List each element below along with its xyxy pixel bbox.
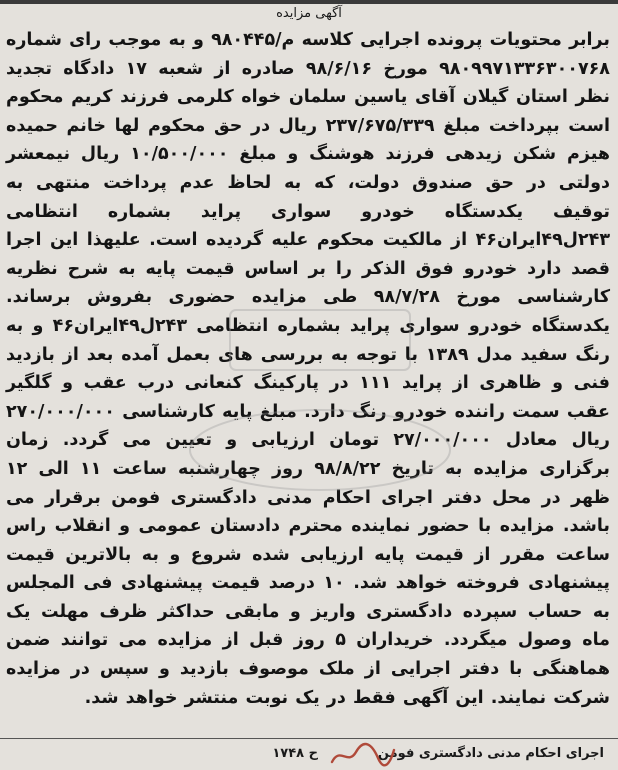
footer-divider [0, 738, 618, 739]
top-divider [0, 0, 618, 4]
notice-heading: آگهی مزایده [276, 6, 342, 21]
footer-code: ح ۱۷۴۸ [272, 746, 318, 761]
notice-body [6, 26, 610, 712]
notice-body-text: برابر محتویات پرونده اجرایی کلاسه م/۹۸۰۴۴۵ و به موجب رای شماره ۹۸۰۹۹۷۱۳۳۶۳۰۰۷۶۸ مورخ ۹۸/۶/۱۶ صادره از شعبه ۱۷ دادگاه تجدید نظر استان گیلان آقای یاسین سلمان خواه کلرمی فرزند کریم محکوم است بپرداخت مبلغ ۲۳۷/۶۷۵/۳۳۹ ریال در حق محکوم لها خانم حمیده هیزم شکن زیدهی فرزند هوشنگ و مبلغ ۱۰/۵۰۰/۰۰۰ ریال نیمعشر دولتی در حق صندوق دولت، که به لحاظ عدم پرداخت منتهی به توقیف یکدستگاه خودرو سواری پراید بشماره انتظامی ۲۴۳ل۴۹ایران۴۶ از مالکیت محکوم علیه گردیده است. علیهذا این اجرا قصد دارد خودرو فوق الذکر را بر اساس قیمت پایه به شرح نظریه کارشناسی مورخ ۹۸/۷/۲۸ طی مزایده حضوری بفروش برساند. یکدستگاه خودرو سواری پراید بشماره انتظامی ۲۴۳ل۴۹ایران۴۶ و به رنگ سفید مدل ۱۳۸۹ با توجه به بررسی های بعمل آمده بعد از بازدید فنی و ظاهری از پراید ۱۱۱ در پارکینگ کنعانی درب عقب و گلگیر عقب سمت راننده خودرو رنگ دارد. مبلغ پایه کارشناسی ۲۷۰/۰۰۰/۰۰۰ ریال معادل ۲۷/۰۰۰/۰۰۰ تومان ارزیابی و تعیین می گردد. زمان برگزاری مزایده به تاریخ ۹۸/۸/۲۲ روز چهارشنبه ساعت ۱۱ الی ۱۲ ظهر در محل دفتر اجرای احکام مدنی دادگستری فومن برقرار می باشد. مزایده با حضور نماینده محترم دادستان عمومی و انقلاب راس ساعت مقرر از قیمت پایه ارزیابی شده شروع و به بالاترین قیمت پیشنهادی فروخته خواهد شد. ۱۰ درصد قیمت پیشنهادی فی المجلس به حساب سپرده دادگستری واریز و مابقی حداکثر ظرف مهلت یک ماه وصول میگردد. خریداران ۵ روز قبل از مزایده می توانند ضمن هماهنگی با دفتر اجرایی از ملک موصوف بازدید و سپس در مزایده شرکت نمایند. این آگهی فقط در یک نوبت منتشر خواهد شد. [6, 30, 611, 708]
footer-issuer: اجرای احکام مدنی دادگستری فومن [377, 746, 604, 761]
notice-footer [0, 738, 618, 770]
